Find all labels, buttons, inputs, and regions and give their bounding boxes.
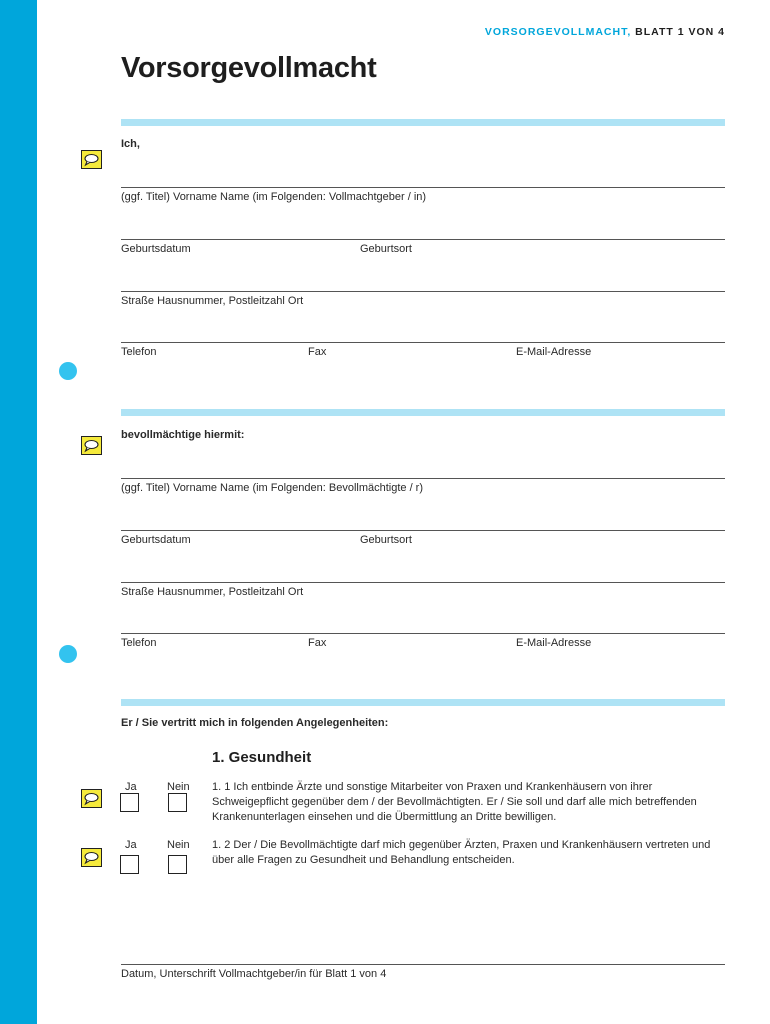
item-text: 1. 2 Der / Die Bevollmächtigte darf mich gegenüber Ärzten, Praxen und Krankenhäusern vertreten und über alle Fragen zu Gesundheit und Behandlung entscheiden. — [212, 839, 711, 866]
grantor-birth-field[interactable] — [121, 239, 725, 240]
attorney-name-label: (ggf. Titel) Vorname Name (im Folgenden: Bevollmächtigte / r) — [121, 482, 424, 494]
grantor-address-label: Straße Hausnummer, Postleitzahl Ort — [121, 295, 304, 307]
yes-checkbox[interactable] — [120, 793, 139, 812]
no-label: Nein — [167, 781, 190, 793]
attorney-fax-label: Fax — [308, 637, 327, 649]
no-label: Nein — [167, 839, 190, 851]
attorney-address-field[interactable] — [121, 582, 725, 583]
attorney-birthplace-label: Geburtsort — [360, 534, 412, 546]
no-checkbox[interactable] — [168, 855, 187, 874]
attorney-birthdate-label: Geburtsdatum — [121, 534, 191, 546]
grantor-phone-label: Telefon — [121, 346, 157, 358]
yes-label: Ja — [125, 839, 137, 851]
attorney-address-label: Straße Hausnummer, Postleitzahl Ort — [121, 586, 304, 598]
attorney-phone-label: Telefon — [121, 637, 157, 649]
signature-label: Datum, Unterschrift Vollmachtgeber/in für Blatt 1 von 4 — [121, 968, 387, 980]
attorney-name-field[interactable] — [121, 478, 725, 479]
comment-note-icon[interactable] — [81, 789, 102, 808]
punch-hole-2 — [59, 645, 77, 663]
comment-note-icon[interactable] — [81, 150, 102, 169]
grantor-birthplace-label: Geburtsort — [360, 243, 412, 255]
attorney-contact-field[interactable] — [121, 633, 725, 634]
grantor-email-label: E-Mail-Adresse — [516, 346, 592, 358]
page-header — [485, 26, 725, 38]
comment-note-icon[interactable] — [81, 436, 102, 455]
yes-label: Ja — [125, 781, 137, 793]
side-color-bar — [0, 0, 37, 1024]
header-form-name: VORSORGEVOLLMACHT, — [484, 26, 632, 38]
no-checkbox[interactable] — [168, 793, 187, 812]
section-band — [121, 409, 725, 416]
section-band — [121, 119, 725, 126]
section-title: 1. Gesundheit — [212, 749, 312, 766]
item-text: 1. 1 Ich entbinde Ärzte und sonstige Mitarbeiter von Praxen und Krankenhäusern von ihrer Schweigepflicht gegenüber dem / der Bevollmächtigten. Er / Sie soll und darf alle mich betreffenden Krankenunterlagen einsehen und die Übermittlung an Dritte bewilligen. — [212, 781, 697, 823]
grantor-name-field[interactable] — [121, 187, 725, 188]
grantor-name-label: (ggf. Titel) Vorname Name (im Folgenden: Vollmachtgeber / in) — [121, 191, 427, 203]
attorney-intro: bevollmächtige hiermit: — [121, 429, 245, 441]
section-band — [121, 699, 725, 706]
grantor-contact-field[interactable] — [121, 342, 725, 343]
grantor-fax-label: Fax — [308, 346, 327, 358]
page-title: Vorsorgevollmacht — [121, 52, 377, 84]
signature-field[interactable] — [121, 964, 725, 965]
header-sheet-number: BLATT 1 VON 4 — [631, 26, 725, 38]
attorney-email-label: E-Mail-Adresse — [516, 637, 592, 649]
grantor-birthdate-label: Geburtsdatum — [121, 243, 191, 255]
comment-note-icon[interactable] — [81, 848, 102, 867]
matters-intro: Er / Sie vertritt mich in folgenden Angelegenheiten: — [121, 717, 389, 729]
grantor-address-field[interactable] — [121, 291, 725, 292]
punch-hole-1 — [59, 362, 77, 380]
yes-checkbox[interactable] — [120, 855, 139, 874]
grantor-intro: Ich, — [121, 138, 140, 150]
attorney-birth-field[interactable] — [121, 530, 725, 531]
